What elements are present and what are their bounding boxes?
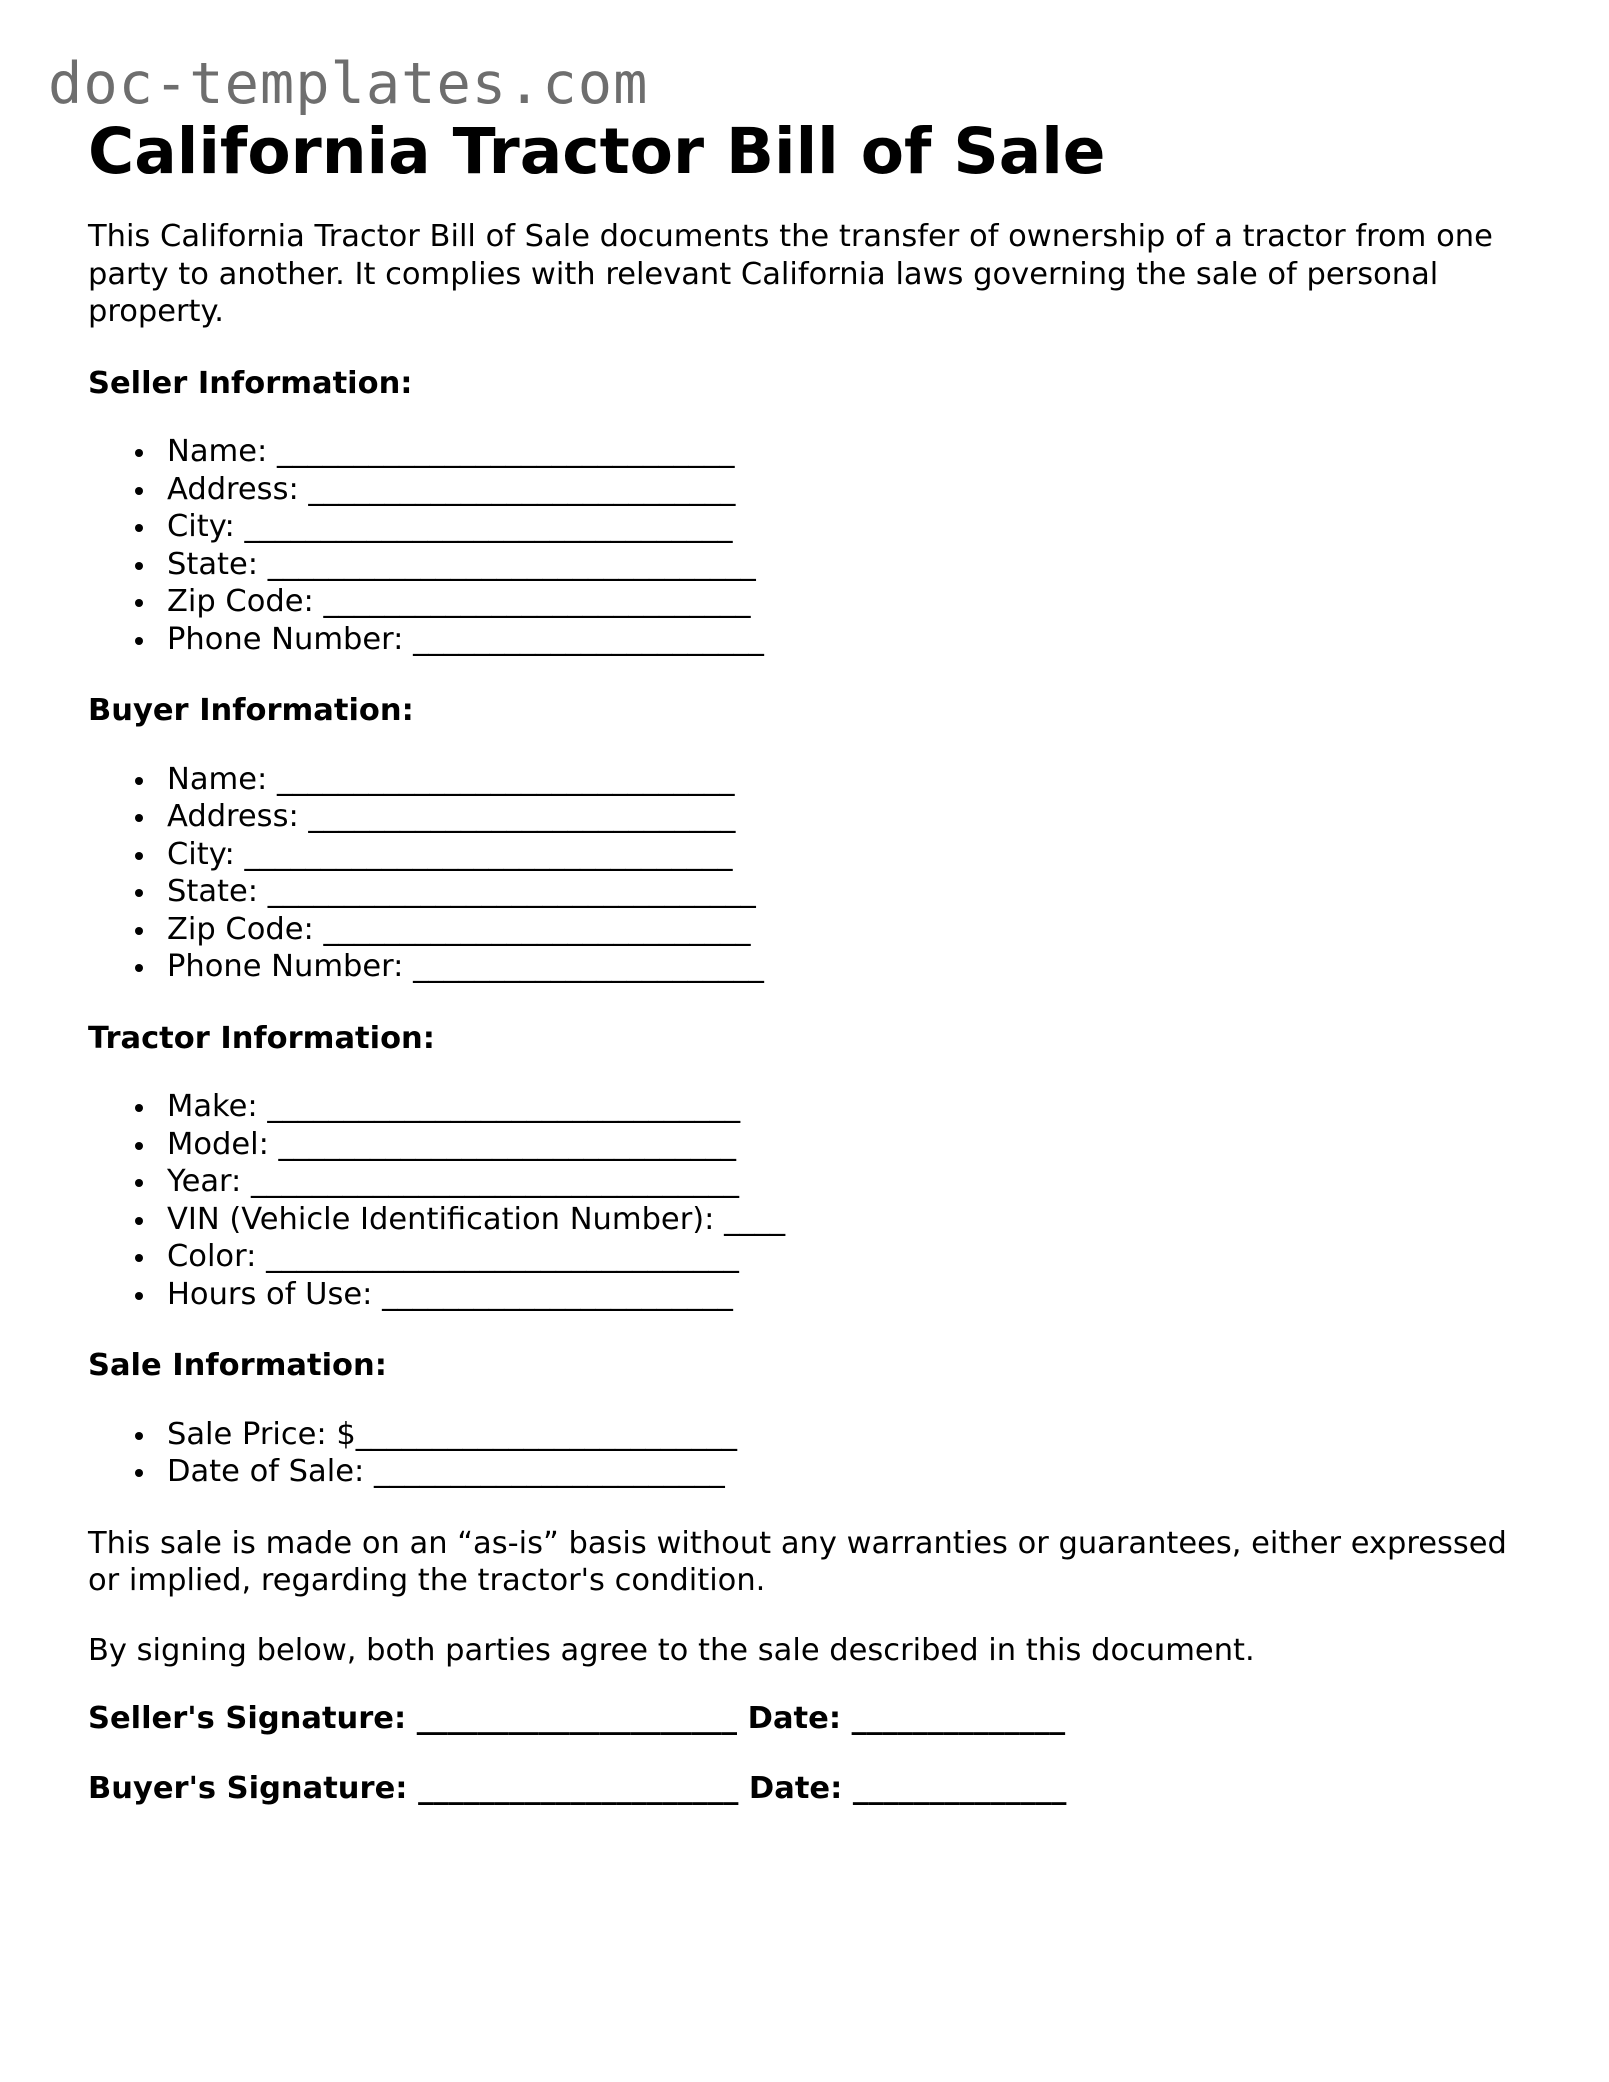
seller-city-field: City: ________________________________ <box>167 508 1508 546</box>
sale-fields-list <box>88 1416 1508 1491</box>
seller-zip-field: Zip Code: ____________________________ <box>167 583 1508 621</box>
document-page <box>88 112 1508 1807</box>
document-title: California Tractor Bill of Sale <box>88 115 1106 188</box>
buyer-address-field: Address: ____________________________ <box>167 798 1508 836</box>
tractor-vin-field: VIN (Vehicle Identification Number): ____ <box>167 1201 1508 1239</box>
buyer-name-field: Name: ______________________________ <box>167 761 1508 799</box>
buyer-state-field: State: ________________________________ <box>167 873 1508 911</box>
tractor-model-field: Model: ______________________________ <box>167 1126 1508 1164</box>
buyer-phone-field: Phone Number: _______________________ <box>167 948 1508 986</box>
tractor-year-field: Year: ________________________________ <box>167 1163 1508 1201</box>
buyer-signature-line: Buyer's Signature: _____________________ Date: ______________ <box>88 1770 1067 1806</box>
buyer-fields-list <box>88 761 1508 986</box>
intro-paragraph: This California Tractor Bill of Sale documents the transfer of ownership of a tractor from one party to another. It complies with relevant California laws governing the sale of personal property. <box>88 219 1493 329</box>
as-is-paragraph: This sale is made on an “as-is” basis without any warranties or guarantees, either expressed or implied, regarding the tractor's condition. <box>88 1525 1507 1598</box>
seller-state-field: State: ________________________________ <box>167 546 1508 584</box>
tractor-section-heading: Tractor Information: <box>88 1020 435 1056</box>
seller-signature-line: Seller's Signature: _____________________ Date: ______________ <box>88 1701 1066 1736</box>
watermark: doc-templates.com <box>48 51 649 117</box>
seller-address-field: Address: ____________________________ <box>167 471 1508 509</box>
seller-name-field: Name: ______________________________ <box>167 433 1508 471</box>
buyer-section-heading: Buyer Information: <box>88 693 414 728</box>
seller-phone-field: Phone Number: _______________________ <box>167 621 1508 659</box>
sale-date-field: Date of Sale: _______________________ <box>167 1453 1508 1491</box>
tractor-hours-field: Hours of Use: _______________________ <box>167 1276 1508 1314</box>
sale-section-heading: Sale Information: <box>88 1348 387 1383</box>
buyer-zip-field: Zip Code: ____________________________ <box>167 911 1508 949</box>
agreement-paragraph: By signing below, both parties agree to the sale described in this document. <box>88 1632 1255 1668</box>
seller-section-heading: Seller Information: <box>88 365 413 401</box>
seller-fields-list <box>88 433 1508 658</box>
tractor-make-field: Make: _______________________________ <box>167 1088 1508 1126</box>
sale-price-field: Sale Price: $_________________________ <box>167 1416 1508 1454</box>
tractor-color-field: Color: _______________________________ <box>167 1238 1508 1276</box>
buyer-city-field: City: ________________________________ <box>167 836 1508 874</box>
tractor-fields-list <box>88 1088 1508 1313</box>
